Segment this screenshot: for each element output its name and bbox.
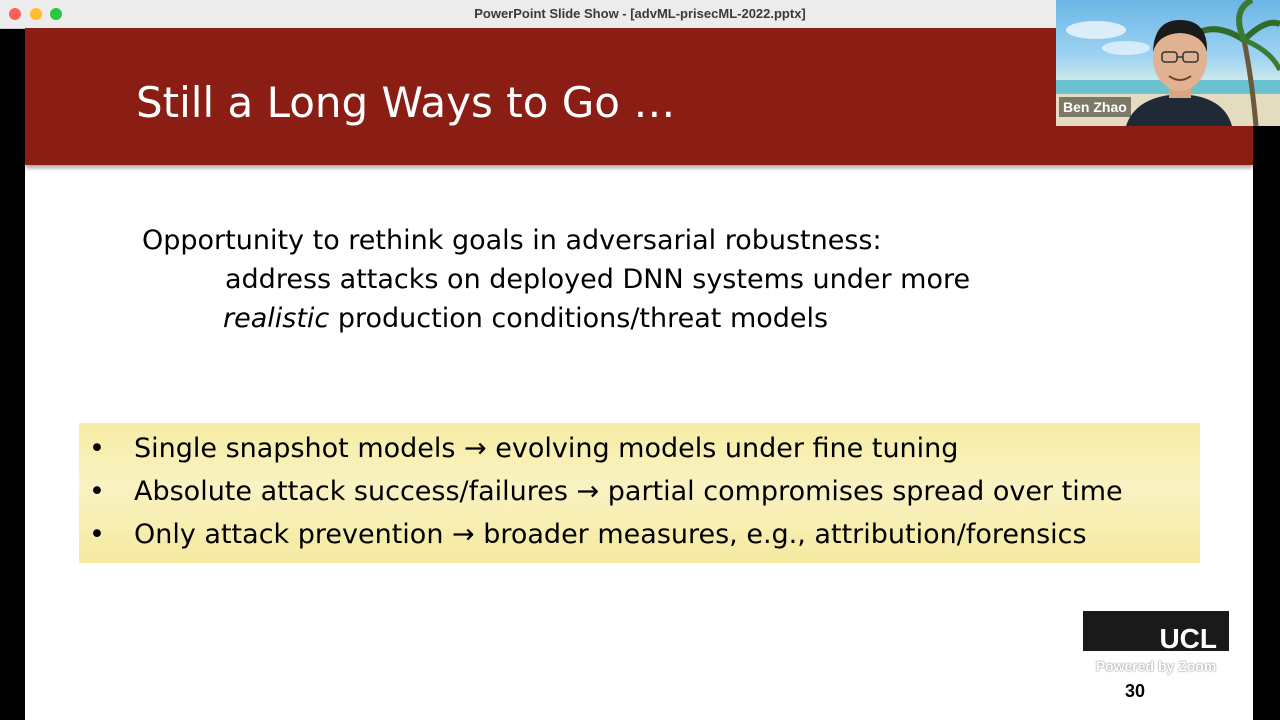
slide-canvas — [25, 28, 1253, 720]
minimize-window-button[interactable] — [30, 8, 42, 20]
ucl-logo — [1083, 611, 1229, 651]
bullet-item — [79, 433, 1200, 473]
bullet-item — [79, 519, 1200, 559]
participant-video-tile[interactable] — [1056, 0, 1280, 126]
bullet-dot-icon: • — [89, 476, 105, 507]
intro-emphasis: realistic — [223, 303, 330, 334]
bullet-item — [79, 476, 1200, 516]
participant-name-label: Ben Zhao — [1059, 97, 1131, 117]
intro-line-2: address attacks on deployed DNN systems under more — [225, 264, 971, 295]
window-title: PowerPoint Slide Show - [advML-prisecML-2022.pptx] — [474, 6, 806, 21]
bullet-text: Absolute attack success/failures → partial compromises spread over time — [134, 476, 1123, 507]
close-window-button[interactable] — [9, 8, 21, 20]
slide-title: Still a Long Ways to Go … — [136, 78, 676, 127]
intro-line-3 — [223, 303, 828, 334]
bullet-text: Single snapshot models → evolving models under fine tuning — [134, 433, 959, 464]
intro-line-3-rest: production conditions/threat models — [329, 303, 829, 334]
bullet-callout-box — [79, 423, 1200, 563]
bullet-dot-icon: • — [89, 519, 105, 550]
maximize-window-button[interactable] — [50, 8, 62, 20]
zoom-watermark: Powered by Zoom — [1095, 658, 1217, 674]
bullet-dot-icon: • — [89, 433, 105, 464]
bullet-text: Only attack prevention → broader measures, e.g., attribution/forensics — [134, 519, 1087, 550]
intro-line-1: Opportunity to rethink goals in adversarial robustness: — [142, 225, 882, 256]
slide-page-number: 30 — [1124, 681, 1146, 701]
ucl-logo-text: UCL — [1159, 623, 1217, 651]
screen-edge — [1253, 126, 1280, 720]
